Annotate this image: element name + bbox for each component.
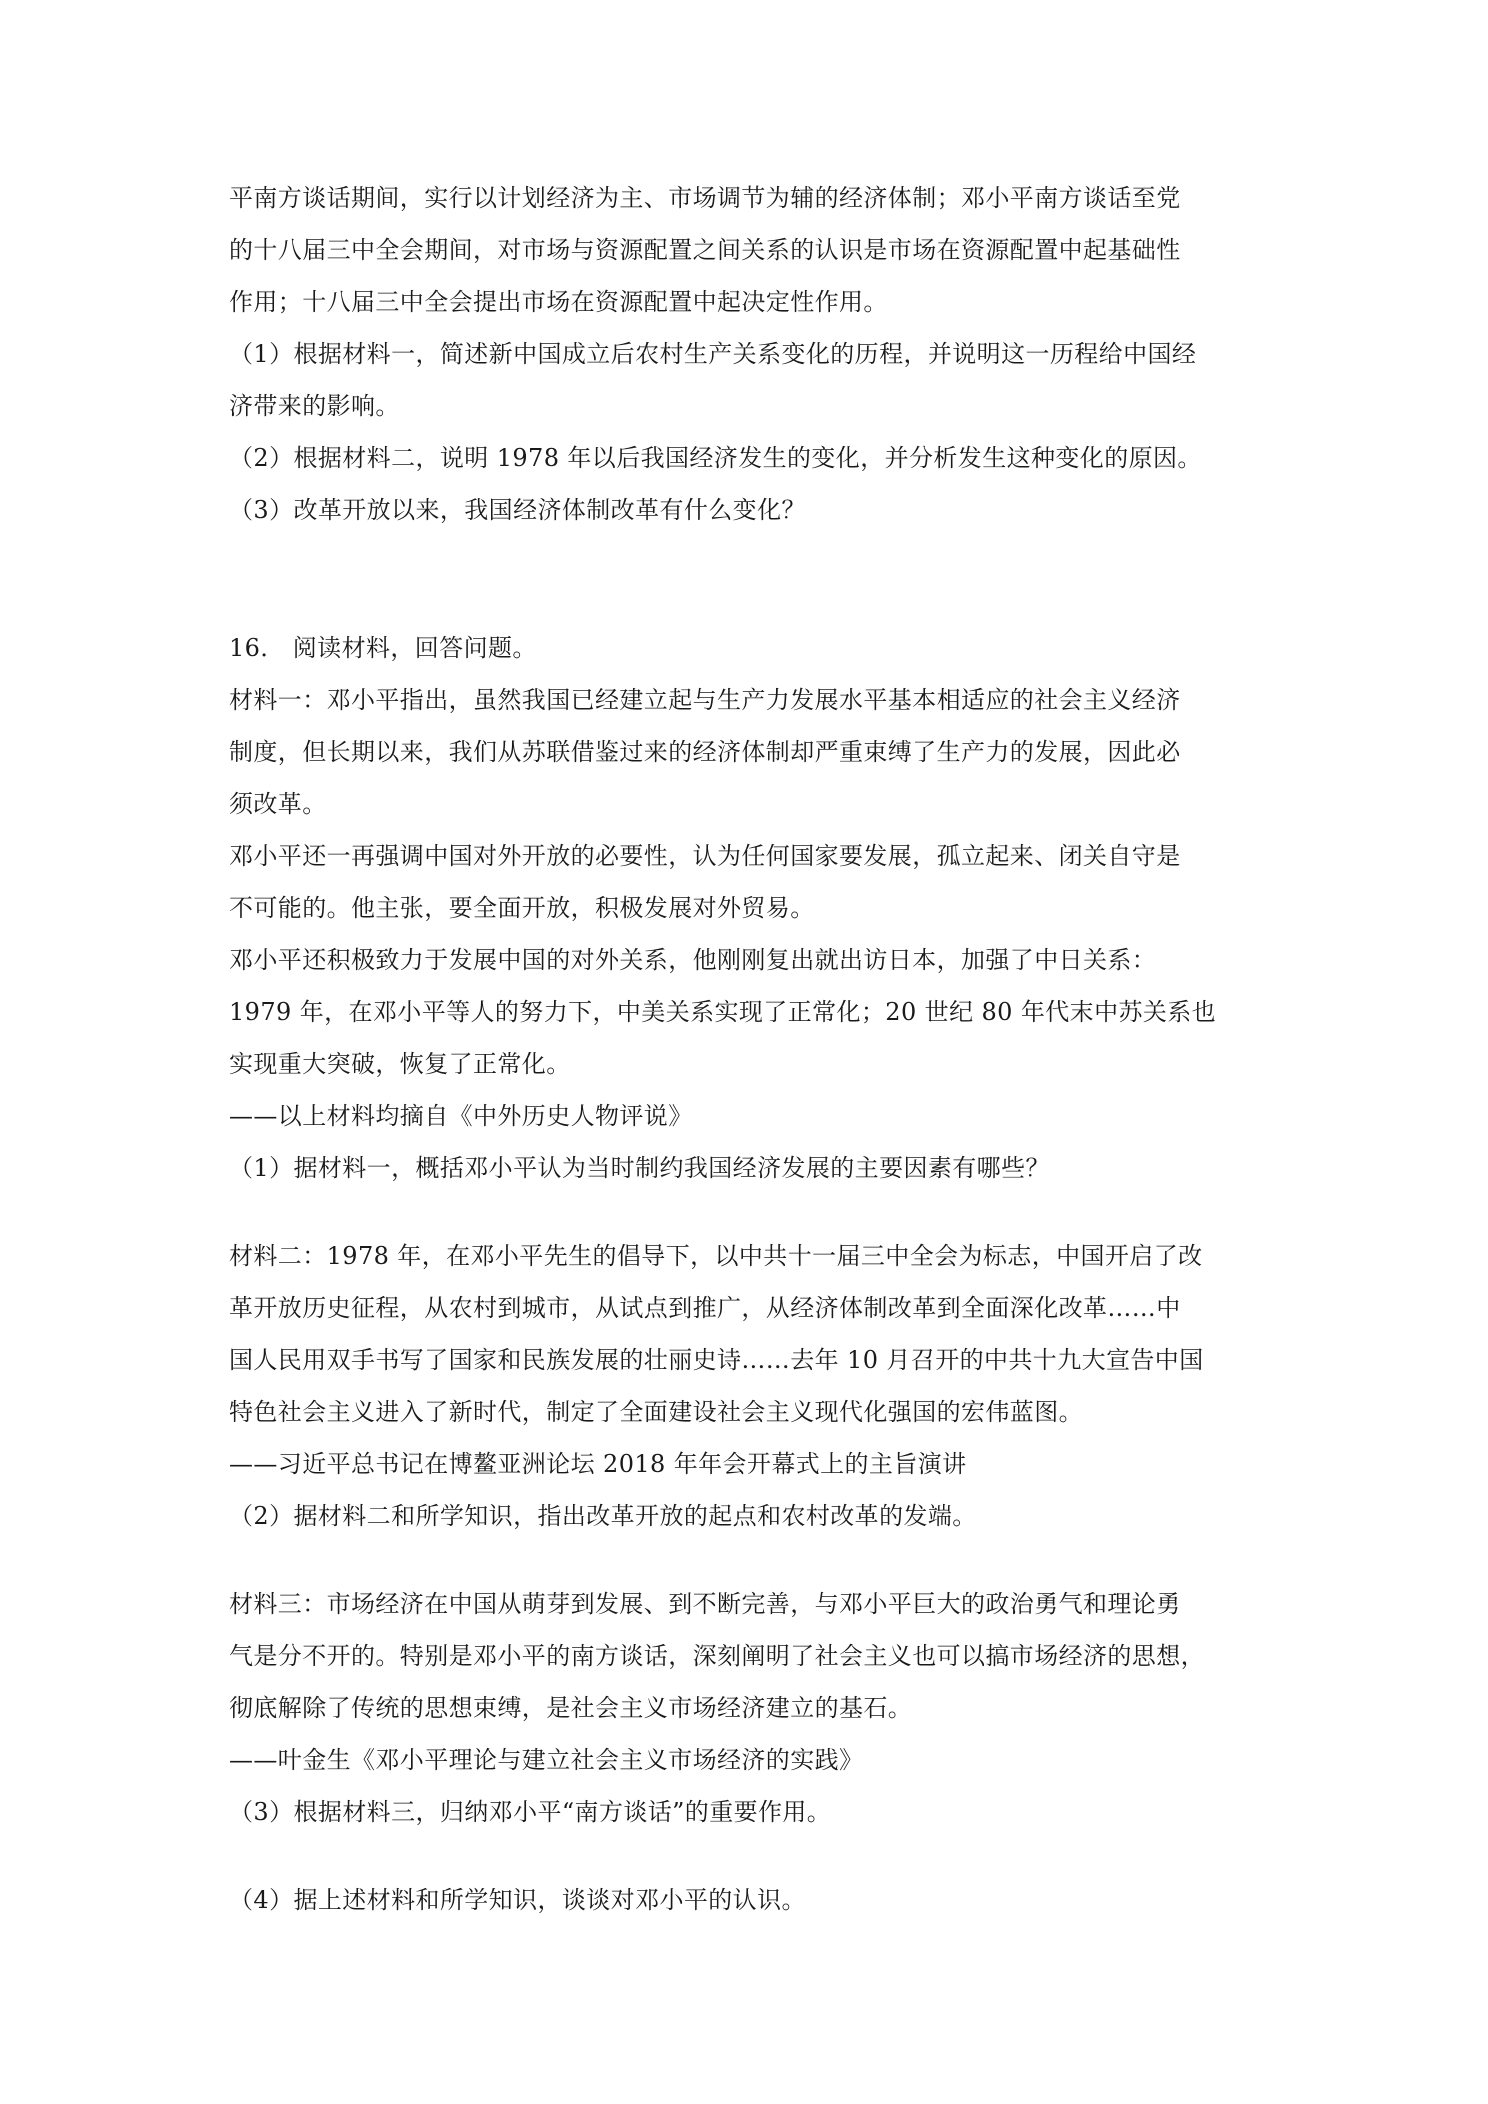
question-16-heading: 16． 阅读材料，回答问题。 [229, 634, 537, 662]
material-1-source: ——以上材料均摘自《中外历史人物评说》 [229, 1102, 693, 1130]
material-1-line: 材料一：邓小平指出，虽然我国已经建立起与生产力发展水平基本相适应的社会主义经济 [229, 686, 1181, 714]
material-2-line: 特色社会主义进入了新时代，制定了全面建设社会主义现代化强国的宏伟蓝图。 [229, 1398, 1083, 1426]
question-16-sub-2: （2）据材料二和所学知识，指出改革开放的起点和农村改革的发端。 [229, 1502, 977, 1530]
question-16-sub-3: （3）根据材料三，归纳邓小平“南方谈话”的重要作用。 [229, 1798, 832, 1826]
sub-question-1: 济带来的影响。 [229, 392, 400, 420]
material-2-line: 革开放历史征程，从农村到城市，从试点到推广，从经济体制改革到全面深化改革……中 [229, 1294, 1181, 1322]
material-1-line: 实现重大突破，恢复了正常化。 [229, 1050, 571, 1078]
continuation-line: 作用；十八届三中全会提出市场在资源配置中起决定性作用。 [229, 288, 888, 316]
question-16-sub-1: （1）据材料一，概括邓小平认为当时制约我国经济发展的主要因素有哪些？ [229, 1154, 1050, 1182]
material-1-line: 制度，但长期以来，我们从苏联借鉴过来的经济体制却严重束缚了生产力的发展，因此必 [229, 738, 1181, 766]
sub-question-1: （1）根据材料一，简述新中国成立后农村生产关系变化的历程，并说明这一历程给中国经 [229, 340, 1197, 368]
material-2-source: ——习近平总书记在博鳌亚洲论坛 2018 年年会开幕式上的主旨演讲 [229, 1450, 967, 1478]
material-1-line: 邓小平还积极致力于发展中国的对外关系，他刚刚复出就出访日本，加强了中日关系： [229, 946, 1157, 974]
continuation-line: 的十八届三中全会期间，对市场与资源配置之间关系的认识是市场在资源配置中起基础性 [229, 236, 1181, 264]
material-1-line: 不可能的。他主张，要全面开放，积极发展对外贸易。 [229, 894, 815, 922]
material-3-source: ——叶金生《邓小平理论与建立社会主义市场经济的实践》 [229, 1746, 864, 1774]
material-2-line: 国人民用双手书写了国家和民族发展的壮丽史诗……去年 10 月召开的中共十九大宣告中国 [229, 1346, 1204, 1374]
material-3-line: 材料三：市场经济在中国从萌芽到发展、到不断完善，与邓小平巨大的政治勇气和理论勇 [229, 1590, 1181, 1618]
continuation-line: 平南方谈话期间，实行以计划经济为主、市场调节为辅的经济体制；邓小平南方谈话至党 [229, 184, 1181, 212]
material-2-line: 材料二：1978 年，在邓小平先生的倡导下，以中共十一届三中全会为标志，中国开启了改 [229, 1242, 1203, 1270]
material-3-line: 气是分不开的。特别是邓小平的南方谈话，深刻阐明了社会主义也可以搞市场经济的思想， [229, 1642, 1205, 1670]
material-1-line: 邓小平还一再强调中国对外开放的必要性，认为任何国家要发展，孤立起来、闭关自守是 [229, 842, 1181, 870]
material-1-line: 须改革。 [229, 790, 327, 818]
sub-question-3: （3）改革开放以来，我国经济体制改革有什么变化？ [229, 496, 806, 524]
sub-question-2: （2）根据材料二，说明 1978 年以后我国经济发生的变化，并分析发生这种变化的原因。 [229, 444, 1202, 472]
material-1-line: 1979 年，在邓小平等人的努力下，中美关系实现了正常化；20 世纪 80 年代末中苏关系也 [229, 998, 1217, 1026]
question-16-sub-4: （4）据上述材料和所学知识，谈谈对邓小平的认识。 [229, 1886, 806, 1914]
material-3-line: 彻底解除了传统的思想束缚，是社会主义市场经济建立的基石。 [229, 1694, 913, 1722]
